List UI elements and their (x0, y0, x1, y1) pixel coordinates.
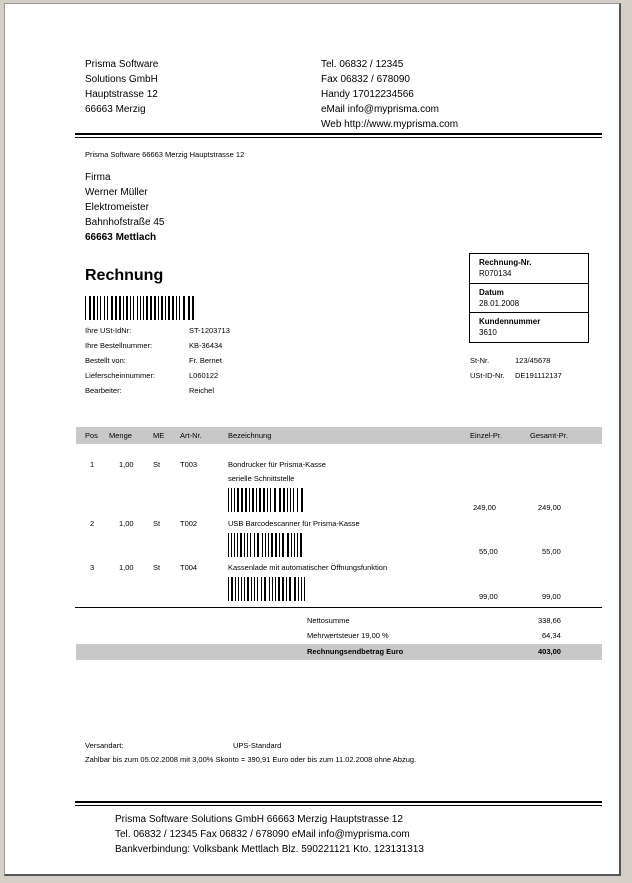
barcode-bar (250, 533, 251, 557)
sender-web: Web http://www.myprisma.com (321, 119, 459, 130)
header-divider (75, 133, 602, 135)
tax-number-value: 123/45678 (515, 356, 551, 365)
barcode-bar (245, 488, 247, 512)
col-gesamt: Gesamt-Pr. (530, 431, 568, 440)
barcode-bar (115, 296, 117, 320)
barcode-bar (283, 488, 285, 512)
barcode-bar (228, 533, 229, 557)
clerk-label: Bearbeiter: (85, 386, 122, 395)
barcode-bar (126, 296, 128, 320)
barcode-bar (111, 296, 113, 320)
clerk-value: Reichel (189, 386, 215, 395)
table-divider (75, 607, 602, 608)
vat-id-label: USt-ID-Nr. (470, 371, 505, 380)
invoice-date-label: Datum (479, 288, 504, 297)
row2-me: St (153, 519, 161, 528)
barcode-bar (263, 488, 265, 512)
barcode-bar (264, 577, 266, 601)
col-menge: Menge (109, 431, 132, 440)
order-value: KB-36434 (189, 341, 223, 350)
grand-total-band (76, 644, 602, 660)
barcode-bar (279, 533, 280, 557)
customer-number-label: Kundennummer (479, 317, 541, 326)
barcode-bar (251, 577, 252, 601)
barcode-bar (100, 296, 101, 320)
sender-city: 66663 Merzig (85, 104, 146, 115)
barcode-bar (97, 296, 98, 320)
tax-value: 64,34 (542, 631, 561, 640)
invoice-info-box (469, 253, 589, 343)
barcode-bar (290, 488, 291, 512)
tax-number-label: St-Nr. (470, 356, 490, 365)
row1-einzel: 249,00 (473, 503, 496, 512)
barcode-bar (252, 488, 254, 512)
barcode-bar (228, 577, 229, 601)
barcode-bar (294, 533, 295, 557)
barcode-bar (282, 533, 284, 557)
row2-barcode (228, 533, 306, 557)
barcode-bar (228, 488, 229, 512)
barcode-bar (143, 296, 144, 320)
row3-bez: Kassenlade mit automatischer Öffnungsfunktion (228, 563, 388, 572)
barcode-bar (140, 296, 141, 320)
row1-gesamt: 249,00 (538, 503, 561, 512)
sender-email: eMail info@myprisma.com (321, 104, 439, 115)
barcode-bar (119, 296, 121, 320)
barcode-bar (286, 577, 287, 601)
barcode-bar (249, 488, 250, 512)
recipient-line3: Elektromeister (85, 202, 149, 213)
barcode-bar (107, 296, 108, 320)
barcode-bar (179, 296, 180, 320)
barcode-bar (234, 488, 235, 512)
barcode-bar (85, 296, 86, 320)
barcode-bar (123, 296, 124, 320)
sender-fax: Fax 06832 / 678090 (321, 74, 410, 85)
barcode-bar (270, 488, 271, 512)
barcode-bar (183, 296, 185, 320)
return-address: Prisma Software 66663 Merzig Hauptstrasse 12 (85, 150, 245, 159)
payment-terms: Zahlbar bis zum 05.02.2008 mit 3,00% Skonto = 390,91 Euro oder bis zum 11.02.2008 ohne Abzug. (85, 755, 417, 764)
barcode-bar (287, 533, 289, 557)
recipient-line4: Bahnhofstraße 45 (85, 217, 165, 228)
vat-id-value: DE191112137 (515, 371, 562, 380)
barcode-bar (172, 296, 174, 320)
barcode-bar (289, 577, 291, 601)
barcode-bar (235, 577, 236, 601)
barcode-bar (137, 296, 138, 320)
sender-tel: Tel. 06832 / 12345 (321, 59, 404, 70)
invoice-barcode (85, 296, 197, 320)
invoice-number-cell (470, 254, 588, 283)
barcode-bar (238, 577, 239, 601)
recipient-line1: Firma (85, 172, 111, 183)
shipping-label: Versandart: (85, 741, 124, 750)
barcode-bar (291, 533, 292, 557)
invoice-page (4, 3, 621, 876)
footer-line2: Tel. 06832 / 12345 Fax 06832 / 678090 eMail info@myprisma.com (115, 829, 410, 840)
page-title: Rechnung (85, 267, 164, 284)
grand-total-label: Rechnungsendbetrag Euro (307, 647, 404, 656)
barcode-bar (154, 296, 156, 320)
table-header (76, 427, 602, 444)
barcode-bar (89, 296, 91, 320)
row1-me: St (153, 460, 161, 469)
col-artnr: Art-Nr. (180, 431, 202, 440)
order-label: Ihre Bestellnummer: (85, 341, 153, 350)
barcode-bar (130, 296, 131, 320)
barcode-bar (188, 296, 190, 320)
barcode-bar (294, 577, 296, 601)
shipping-value: UPS-Standard (233, 741, 282, 750)
col-bezeichnung: Bezeichnung (228, 431, 272, 440)
barcode-bar (254, 577, 255, 601)
barcode-bar (165, 296, 166, 320)
barcode-bar (231, 533, 232, 557)
barcode-bar (256, 488, 257, 512)
barcode-bar (304, 577, 305, 601)
barcode-bar (237, 488, 239, 512)
ust-label: Ihre USt-IdNr: (85, 326, 132, 335)
barcode-bar (241, 577, 242, 601)
delivery-value: L060122 (189, 371, 219, 380)
barcode-bar (257, 577, 258, 601)
row2-artnr: T002 (180, 519, 198, 528)
barcode-bar (192, 296, 194, 320)
barcode-bar (231, 577, 233, 601)
row3-artnr: T004 (180, 563, 198, 572)
row3-barcode (228, 577, 306, 601)
footer-divider-thin (75, 805, 602, 806)
header-divider-thin (75, 137, 602, 138)
row1-artnr: T003 (180, 460, 198, 469)
barcode-bar (237, 533, 238, 557)
barcode-bar (271, 533, 273, 557)
barcode-bar (234, 533, 235, 557)
tax-label: Mehrwertsteuer 19,00 % (307, 631, 389, 640)
row2-pos: 2 (90, 519, 95, 528)
recipient-line2: Werner Müller (85, 187, 148, 198)
barcode-bar (275, 533, 277, 557)
barcode-bar (282, 577, 284, 601)
row1-menge: 1,00 (119, 460, 134, 469)
barcode-bar (241, 488, 243, 512)
barcode-bar (176, 296, 177, 320)
barcode-bar (168, 296, 170, 320)
barcode-bar (254, 533, 255, 557)
barcode-bar (262, 533, 263, 557)
row1-barcode (228, 488, 306, 512)
barcode-bar (247, 577, 249, 601)
barcode-bar (265, 533, 266, 557)
net-value: 338,66 (538, 616, 561, 625)
invoice-number-value: R070134 (479, 269, 512, 278)
barcode-bar (274, 488, 276, 512)
barcode-bar (240, 533, 242, 557)
barcode-bar (259, 488, 261, 512)
row1-pos: 1 (90, 460, 95, 469)
row3-gesamt: 99,00 (542, 592, 561, 601)
barcode-bar (298, 577, 299, 601)
barcode-bar (158, 296, 159, 320)
row2-gesamt: 55,00 (542, 547, 561, 556)
row2-menge: 1,00 (119, 519, 134, 528)
barcode-bar (268, 533, 269, 557)
barcode-bar (267, 488, 268, 512)
footer-divider (75, 801, 602, 803)
barcode-bar (244, 577, 245, 601)
barcode-bar (231, 488, 232, 512)
grand-total-value: 403,00 (538, 647, 561, 656)
row3-menge: 1,00 (119, 563, 134, 572)
ordered-by-label: Bestellt von: (85, 356, 126, 365)
recipient-line5: 66663 Mettlach (85, 232, 157, 243)
barcode-bar (247, 533, 248, 557)
barcode-bar (244, 533, 245, 557)
barcode-bar (287, 488, 288, 512)
barcode-bar (278, 577, 280, 601)
col-pos: Pos (85, 431, 98, 440)
invoice-date-cell (470, 283, 588, 313)
col-me: ME (153, 431, 165, 440)
footer-line1: Prisma Software Solutions GmbH 66663 Merzig Hauptstrasse 12 (115, 814, 403, 825)
barcode-bar (261, 577, 262, 601)
net-label: Nettosumme (307, 616, 350, 625)
row2-einzel: 55,00 (479, 547, 498, 556)
invoice-number-label: Rechnung-Nr. (479, 258, 532, 267)
ust-value: ST-1203713 (189, 326, 230, 335)
barcode-bar (275, 577, 276, 601)
customer-number-value: 3610 (479, 328, 497, 337)
barcode-bar (300, 533, 302, 557)
row3-me: St (153, 563, 161, 572)
row1-bez: Bondrucker für Prisma-Kasse (228, 460, 326, 469)
barcode-bar (133, 296, 134, 320)
barcode-bar (161, 296, 163, 320)
row3-einzel: 99,00 (479, 592, 498, 601)
barcode-bar (297, 488, 298, 512)
sender-handy: Handy 17012234566 (321, 89, 414, 100)
row3-pos: 3 (90, 563, 95, 572)
sender-street: Hauptstrasse 12 (85, 89, 158, 100)
barcode-bar (279, 488, 281, 512)
ordered-by-value: Fr. Bernet (189, 356, 222, 365)
barcode-bar (269, 577, 270, 601)
delivery-label: Lieferscheinnummer: (85, 371, 156, 380)
sender-name2: Solutions GmbH (85, 74, 158, 85)
barcode-bar (146, 296, 148, 320)
col-einzel: Einzel-Pr. (470, 431, 503, 440)
barcode-bar (301, 488, 303, 512)
sender-name1: Prisma Software (85, 59, 159, 70)
barcode-bar (93, 296, 95, 320)
barcode-bar (297, 533, 298, 557)
barcode-bar (272, 577, 273, 601)
barcode-bar (293, 488, 294, 512)
barcode-bar (301, 577, 302, 601)
barcode-bar (104, 296, 105, 320)
invoice-date-value: 28.01.2008 (479, 299, 520, 308)
row2-bez: USB Barcodescanner für Prisma-Kasse (228, 519, 360, 528)
footer-line3: Bankverbindung: Volksbank Mettlach Blz. 590221121 Kto. 123131313 (115, 844, 424, 855)
row1-bez2: serielle Schnittstelle (228, 474, 295, 483)
barcode-bar (257, 533, 259, 557)
barcode-bar (150, 296, 152, 320)
customer-number-cell (470, 312, 588, 342)
